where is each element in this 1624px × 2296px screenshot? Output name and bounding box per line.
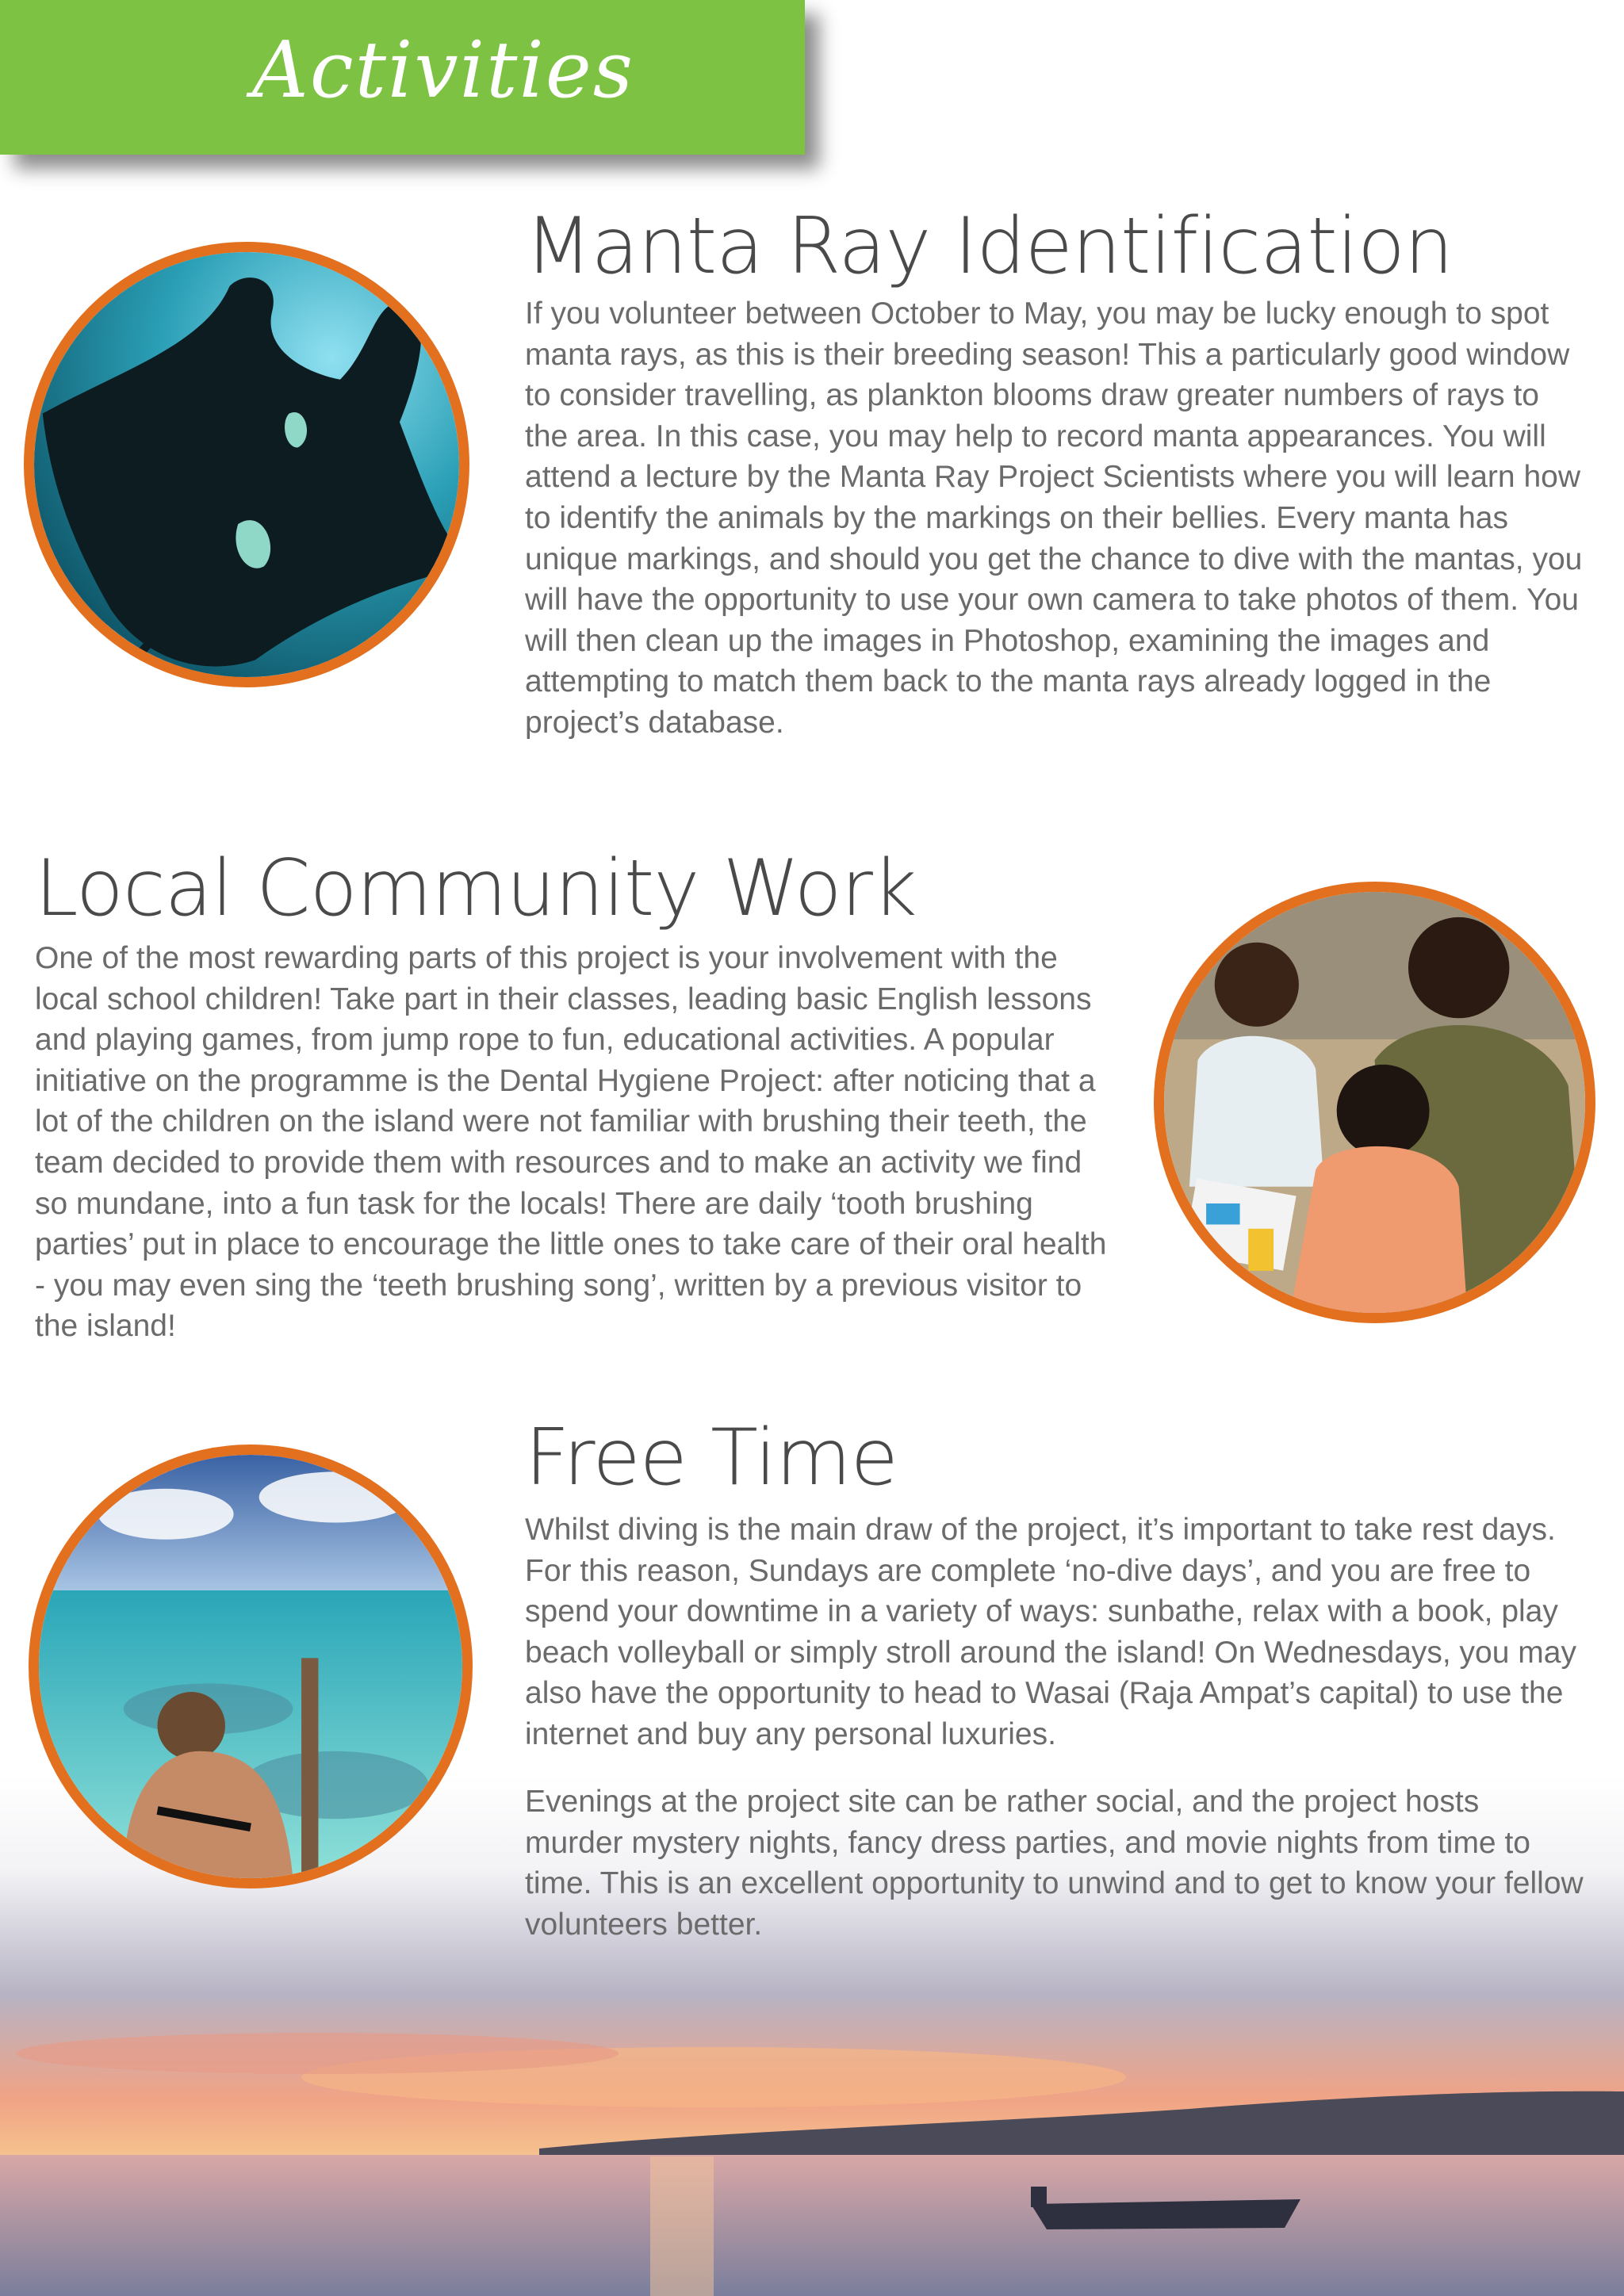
- manta-ray-photo: [24, 242, 469, 687]
- section-heading: Free Time: [525, 1413, 898, 1503]
- section-body: One of the most rewarding parts of this project is your involvement with the local school children! Take part in their classes, leading basic English lessons and playing games, from jump rope to fun, educational activities. A popular initiative on the programme is the Dental Hygiene Project: after noticing that a lot of the children on the island were not familiar with brushing their teeth, the team decided to provide them with resources and to make an activity we find so mundane, into a fun task for the locals! There are daily ‘tooth brushing parties’ put in place to encourage the little ones to take care of their oral health - you may even sing the ‘teeth brushing song’, written by a previous visitor to the island!: [35, 941, 1107, 1344]
- section-body: Whilst diving is the main draw of the project, it’s important to take rest days. For this reason, Sundays are complete ‘no-dive days’, and you are free to spend your downtime in a variety of ways: sunbathe, relax with a book, play beach volleyball or simply stroll around the island! On Wednesdays, you may also have the opportunity to head to Wasai (Raja Ampat’s capital) to use the internet and buy any personal luxuries.: [525, 1513, 1576, 1751]
- section-body: If you volunteer between October to May, you may be lucky enough to spot manta rays, as this is their breeding season! This a particularly good window to consider travelling, as plankton blooms draw greater numbers of rays to the area. In this case, you may help to record manta appearances. You will attend a lecture by the Manta Ray Project Scientists where you will learn how to identify the animals by the markings on their bellies. Every manta has unique markings, and should you get the chance to dive with the mantas, you will have the opportunity to use your own camera to take photos of them. You will then clean up the images in Photoshop, examining the images and attempting to match them back to the manta rays already logged in the project’s database.: [525, 297, 1583, 740]
- section-body-secondary: Evenings at the project site can be rather social, and the project hosts murder mystery nights, fancy dress parties, and movie nights from time to time. This is an excellent opportunity to unwind and to get to know your fellow volunteers better.: [525, 1785, 1584, 1942]
- activities-banner: [0, 0, 805, 155]
- banner-title: Activities: [252, 25, 635, 116]
- free-time-photo: [29, 1445, 473, 1888]
- community-photo: [1154, 882, 1595, 1323]
- section-heading: Manta Ray Identification: [525, 201, 1454, 292]
- section-heading: Local Community Work: [35, 844, 917, 934]
